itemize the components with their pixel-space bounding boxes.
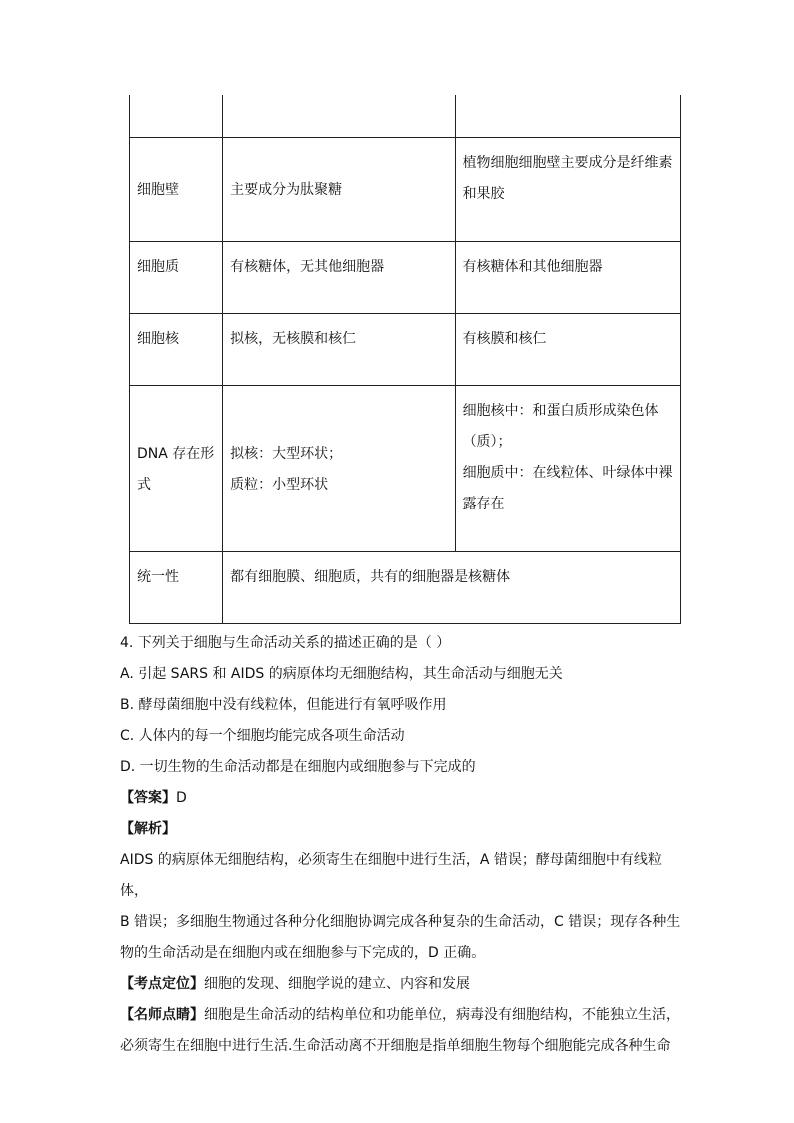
- dianjing-line: [120, 1000, 685, 1031]
- question-stem: 4. 下列关于细胞与生命活动关系的描述正确的是（ ）: [120, 635, 451, 651]
- option-d: D. 一切生物的生命活动都是在细胞内或细胞参与下完成的: [120, 759, 476, 775]
- prokaryote-cell: 有核糖体，无其他细胞器: [223, 242, 455, 314]
- shared-cell: 都有细胞膜、细胞质，共有的细胞器是核糖体: [223, 552, 681, 624]
- prokaryote-cell: 拟核：大型环状； 质粒：小型环状: [223, 386, 455, 552]
- answer-value: D: [176, 790, 187, 806]
- analysis-line: B 错误；多细胞生物通过各种分化细胞协调完成各种复杂的生命活动，C 错误；现存各种生: [120, 914, 681, 930]
- table-row-continued: [130, 95, 681, 138]
- eukaryote-cell: 植物细胞细胞壁主要成分是纤维素 和果胶: [455, 138, 680, 242]
- question-block: [120, 628, 685, 1062]
- row-label: 细胞壁: [130, 138, 223, 242]
- table-cell: [223, 95, 455, 138]
- table-row: [130, 314, 681, 386]
- answer-line: [120, 783, 685, 814]
- option-b: B. 酵母菌细胞中没有线粒体，但能进行有氧呼吸作用: [120, 697, 447, 713]
- comparison-table: [129, 95, 681, 624]
- table-row: [130, 552, 681, 624]
- option-a: A. 引起 SARS 和 AIDS 的病原体均无细胞结构，其生命活动与细胞无关: [120, 666, 563, 682]
- row-label: 细胞质: [130, 242, 223, 314]
- row-label: 统一性: [130, 552, 223, 624]
- table-row: [130, 386, 681, 552]
- option-c: C. 人体内的每一个细胞均能完成各项生命活动: [120, 728, 405, 744]
- eukaryote-cell: 细胞核中：和蛋白质形成染色体 （质）； 细胞质中：在线粒体、叶绿体中裸 露存在: [455, 386, 680, 552]
- row-label: 细胞核: [130, 314, 223, 386]
- answer-label: 【答案】: [120, 790, 176, 806]
- table-cell: [455, 95, 680, 138]
- kaodian-text: 细胞的发现、细胞学说的建立、内容和发展: [204, 976, 470, 992]
- table-row: [130, 242, 681, 314]
- eukaryote-cell: 有核膜和核仁: [455, 314, 680, 386]
- analysis-label: 【解析】: [120, 821, 176, 837]
- row-label: DNA 存在形 式: [130, 386, 223, 552]
- kaodian-line: [120, 969, 685, 1000]
- dianjing-text: 细胞是生命活动的结构单位和功能单位，病毒没有细胞结构，不能独立生活，: [204, 1007, 680, 1023]
- prokaryote-cell: 拟核，无核膜和核仁: [223, 314, 455, 386]
- table-cell: [130, 95, 223, 138]
- dianjing-label: 【名师点睛】: [120, 1007, 204, 1023]
- eukaryote-cell: 有核糖体和其他细胞器: [455, 242, 680, 314]
- kaodian-label: 【考点定位】: [120, 976, 204, 992]
- prokaryote-cell: 主要成分为肽聚糖: [223, 138, 455, 242]
- dianjing-line: 必须寄生在细胞中进行生活.生命活动离不开细胞是指单细胞生物每个细胞能完成各种生命: [120, 1038, 671, 1054]
- analysis-line: AIDS 的病原体无细胞结构，必须寄生在细胞中进行生活，A 错误；酵母菌细胞中有线粒体，: [120, 852, 662, 899]
- analysis-line: 物的生命活动是在细胞内或在细胞参与下完成的，D 正确。: [120, 945, 486, 961]
- table-row: [130, 138, 681, 242]
